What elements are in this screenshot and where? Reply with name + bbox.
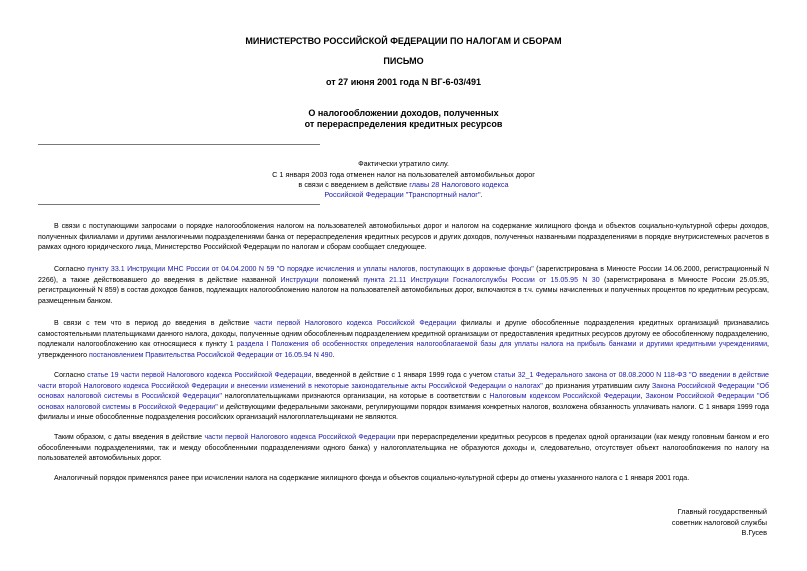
document-type: ПИСЬМО (383, 56, 424, 66)
paragraph-5: Таким образом, с даты введения в действие части первой Налогового кодекса Российской Федерации при перераспределении кредитных ресурсов в пределах одной организации (как между головным банком и его обособленными подразделениями, так и между обособленными подразделениями одного банка) у налогоплательщика не образуются доходы и, следовательно, отсутствует объект налогообложения по налогу на пользователей автомобильных дорог. (38, 434, 769, 463)
document-title-line1: О налогообложении доходов, полученных (308, 108, 499, 118)
paragraph-3: В связи с тем что в период до введения в действие части первой Налогового кодекса Российской Федерации филиалы и другие обособленные подразделения кредитных организаций признавались самостоятельными плательщиками данного налога, доходы, полученные одним обособленным подразделением кредитной организации от предоставления кредитных ресурсов другому ее обособленному подразделению, подлежали налогообложению как относящиеся к пункту 1 раздела I Положения об особенностях определения налогооблагаемой базы для уплаты налога на прибыль банками и другими кредитными учреждениями, утвержденного постановлением Правительства Российской Федерации от 16.05.94 N 490. (38, 320, 769, 359)
bottom-divider (38, 204, 320, 205)
instruction-30-link[interactable]: пункта 21.11 Инструкции Госналогслужбы России от 15.05.95 N 30 (363, 276, 600, 284)
tax-system-law-link[interactable]: Закона Российской Федерации "Об основах налоговой системы в Российской Федерации" (38, 382, 769, 401)
federal-law-118-link[interactable]: статьи 32_1 Федерального закона от 08.08.2000 N 118-ФЗ "О введении в действие части второй Налогового кодекса Российской Федерации и внесении изменений в некоторые законодательные акты Российской Федерации о налогах" (38, 372, 769, 390)
top-divider (38, 144, 320, 145)
tax-code-link[interactable]: Налоговым кодексом Российской Федерации (489, 393, 641, 401)
document-date-number: от 27 июня 2001 года N ВГ-6-03/491 (326, 77, 481, 87)
status-note-line2: С 1 января 2003 года отменен налог на пользователей автомобильных дорог (272, 170, 535, 179)
article-19-link[interactable]: статье 19 части первой Налогового кодекса Российской Федерации (87, 372, 312, 379)
tax-system-law-link-2[interactable]: Законом Российской Федерации "Об основах налоговой системы в Российской Федерации" (38, 393, 769, 411)
paragraph-6: Аналогичный порядок применялся ранее при исчислении налога на содержание жилищного фонда и объектов социально-культурной сферы до отмены указанного налога с 1 января 2001 года. (54, 475, 690, 482)
status-note-line1: Фактически утратило силу. (358, 159, 449, 168)
status-note-line3 (0, 180, 807, 191)
tax-code-part1-link-2[interactable]: части первой Налогового кодекса Российской Федерации (204, 434, 396, 441)
status-note-line4: Российской Федерации "Транспортный налог". (324, 190, 483, 199)
signature-position-line2: советник налоговой службы (671, 518, 767, 527)
document-title-line2: от перераспределения кредитных ресурсов (304, 119, 503, 129)
status-note-text: в связи с введением в действие (298, 180, 410, 189)
paragraph-2: Согласно пункту 33.1 Инструкции МНС России от 04.04.2000 N 59 "О порядке исчисления и уплаты налогов, поступающих в дорожные фонды" (зарегистрирована в Минюсте России 14.06.2000, регистрационный N 2266), а также действовавшего до введения в действие названной Инструкции положений пункта 21.11 Инструкции Госналогслужбы России от 15.05.95 N 30 (зарегистрирована в Минюсте России 25.05.95, регистрационный N 859) в состав доходов банков, подлежащих налогообложению налогом на пользователей автомобильных дорог, включаются в т.ч. суммы начисленных и полученных процентов по кредитным ресурсам, размещенным банком. (38, 266, 770, 305)
transport-tax-link[interactable]: Российской Федерации "Транспортный налог" (324, 190, 481, 199)
paragraph-4: Согласно статье 19 части первой Налогового кодекса Российской Федерации, введенной в действие с 1 января 1999 года с учетом статьи 32_1 Федерального закона от 08.08.2000 N 118-ФЗ "О введении в действие части второй Налогового кодекса Российской Федерации и внесении изменений в некоторые законодательные акты Российской Федерации о налогах" до признания утратившим силу Закона Российской Федерации "Об основах налоговой системы в Российской Федерации" налогоплательщиками признаются организации, на которые в соответствии с Налоговым кодексом Российской Федерации, Законом Российской Федерации "Об основах налоговой системы в Российской Федерации" и действующими федеральными законами, регулирующими порядок взимания конкретных налогов, возложена обязанность уплачивать налоги. С 1 января 1999 года филиалы и иные обособленные подразделения российских организаций налогоплательщиками не являются. (38, 372, 769, 422)
signature-name: В.Гусев (741, 528, 767, 537)
signature-position-line1: Главный государственный (677, 507, 767, 516)
paragraph-1: В связи с поступающими запросами о порядке налогообложения налогом на пользователей автомобильных дорог и налогом на содержание жилищного фонда и объектов социально-культурной сферы доходов, полученных филиалами и другими аналогичными подразделениями банка от перераспределения кредитных ресурсов и других доходов, полученных названными подразделениями в порядке внутрисистемных расчетов в рамках одного юридического лица, Министерство Российской Федерации по налогам и сборам сообщает следующее. (38, 223, 769, 252)
instruction-link[interactable]: Инструкции (280, 276, 319, 284)
government-resolution-490-link[interactable]: постановлением Правительства Российской Федерации от 16.05.94 N 490 (89, 351, 333, 359)
instruction-59-link[interactable]: пункту 33.1 Инструкции МНС России от 04.04.2000 N 59 "О порядке исчисления и уплаты налогов, поступающих в дорожные фонды" (87, 266, 534, 273)
tax-code-part1-link[interactable]: части первой Налогового кодекса Российской Федерации (254, 320, 457, 327)
chapter-28-link[interactable]: главы 28 Налогового кодекса (409, 180, 509, 189)
regulation-section1-link[interactable]: раздела I Положения об особенностях определения налогооблагаемой базы для уплаты налога на прибыль банками и другими кредитными учреждениями (236, 341, 768, 349)
ministry-name: МИНИСТЕРСТВО РОССИЙСКОЙ ФЕДЕРАЦИИ ПО НАЛОГАМ И СБОРАМ (245, 36, 562, 46)
